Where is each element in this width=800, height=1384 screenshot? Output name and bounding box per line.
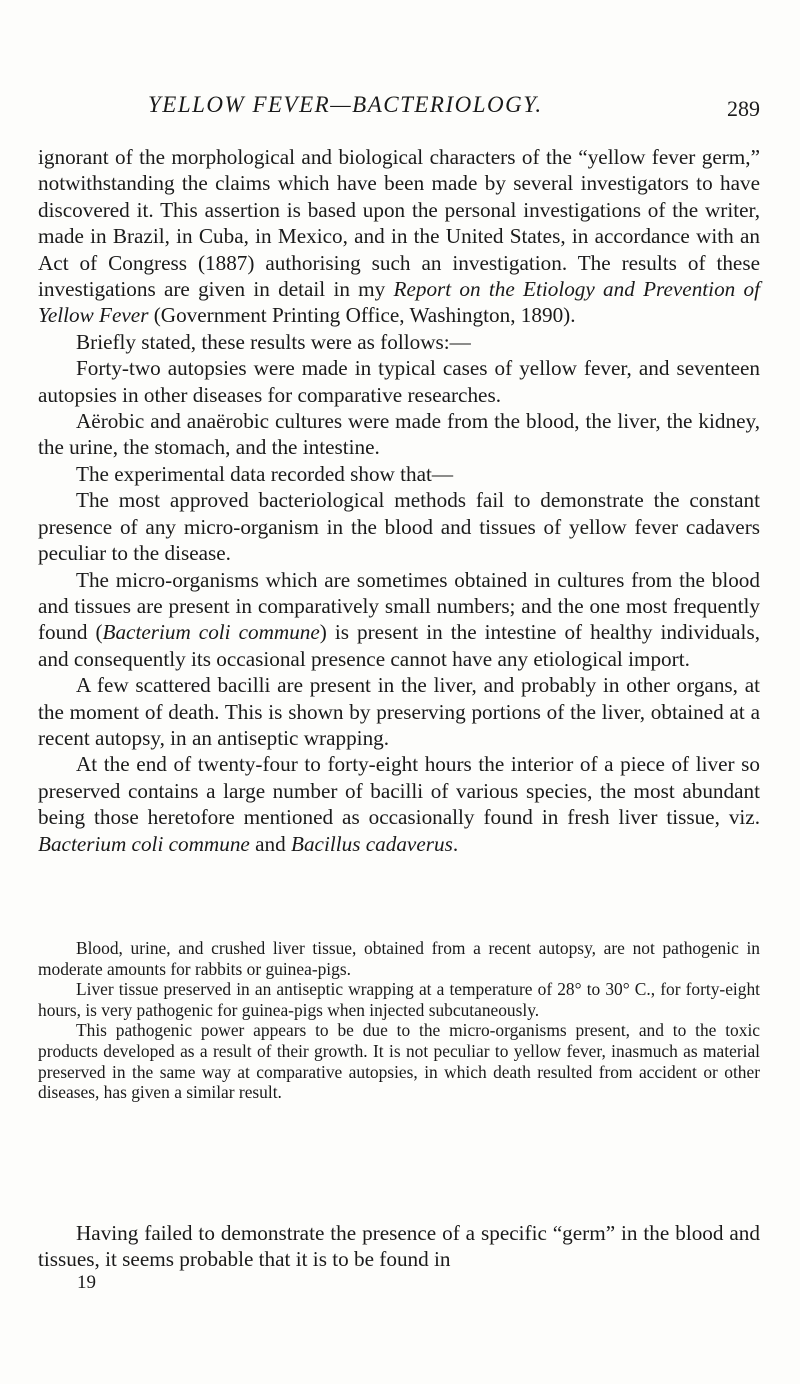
paragraph-9-end: . xyxy=(452,831,459,856)
paragraph-5: The experimental data recorded show that— xyxy=(76,461,454,486)
paragraph-1-end: (Government Printing Office, Washington, 1890). xyxy=(148,303,576,328)
paragraph-8: A few scattered bacilli are present in the liver, and probably in other organs, at the moment of death. This is shown by preserving portions of the liver, obtained at a recent autopsy, in an antiseptic wrapping. xyxy=(38,673,760,750)
closing-paragraph: Having failed to demonstrate the presence of a specific “germ” in the blood and tissues, it seems probable that it is to be found in xyxy=(38,1221,760,1272)
species-name-2: Bacillus cadaverus xyxy=(291,831,453,856)
paragraph-3: Forty-two autopsies were made in typical cases of yellow fever, and seventeen autopsies in other diseases for comparative researches. xyxy=(38,356,760,407)
paragraph-9-text: At the end of twenty-four to forty-eight hours the interior of a piece of liver so preserved contains a large number of bacilli of various species, the most abundant being those heretofore mentioned as occasionally found in fresh liver tissue, viz. xyxy=(38,752,760,830)
paragraph-4: Aërobic and anaërobic cultures were made from the blood, the liver, the kidney, the urine, the stomach, and the intestine. xyxy=(38,409,760,460)
paragraph-6: The most approved bacteriological methods fail to demonstrate the constant presence of any micro-organism in the blood and tissues of yellow fever cadavers peculiar to the disease. xyxy=(38,488,760,566)
report-title: Report on the Etiology and Prevention of Yellow Fever xyxy=(38,277,760,328)
paragraph-7-end: ) is present in the intestine of healthy individuals, and consequently its occasional presence cannot have any etiological import. xyxy=(38,620,760,671)
species-name-1: Bacterium coli commune xyxy=(38,831,250,856)
small-paragraph-1: Blood, urine, and crushed liver tissue, obtained from a recent autopsy, are not pathogenic in moderate amounts for rabbits or guinea-pigs. xyxy=(38,938,760,979)
small-print-section xyxy=(38,938,760,1103)
paragraph-9-and: and xyxy=(249,831,292,856)
paragraph-7-text: The micro-organisms which are sometimes obtained in cultures from the blood and tissues are present in comparatively small numbers; and the one most frequently found ( xyxy=(38,567,760,645)
page-number: 289 xyxy=(727,96,760,121)
paragraph-1 xyxy=(38,144,760,329)
closing-section xyxy=(38,1220,760,1273)
species-name: Bacterium coli commune xyxy=(102,620,320,645)
running-title: YELLOW FEVER—BACTERIOLOGY. xyxy=(148,92,543,117)
paragraph-9 xyxy=(38,751,760,857)
paragraph-1-text: ignorant of the morphological and biological characters of the “yellow fever germ,” notwithstanding the claims which have been made by several investigators to have discovered it. This assertion is based upon the personal investigations of the writer, made in Brazil, in Cuba, in Mexico, and in the United States, in accordance with an Act of Congress (1887) authorising such an investigation. The results of these investigations are given in detail in my xyxy=(38,145,760,302)
running-header xyxy=(0,92,800,132)
paragraph-7 xyxy=(38,567,760,673)
main-text xyxy=(38,144,760,857)
signature-mark: 19 xyxy=(77,1272,96,1293)
small-paragraph-2: Liver tissue preserved in an antiseptic wrapping at a temperature of 28° to 30° C., for forty-eight hours, is very pathogenic for guinea-pigs when injected subcutaneously. xyxy=(38,979,760,1020)
small-paragraph-3: This pathogenic power appears to be due to the micro-organisms present, and to the toxic products developed as a result of their growth. It is not peculiar to yellow fever, inasmuch as material preserved in the same way at comparative autopsies, in which death resulted from accident or other diseases, has given a similar result. xyxy=(38,1020,760,1103)
paragraph-2: Briefly stated, these results were as follows:— xyxy=(76,329,471,354)
